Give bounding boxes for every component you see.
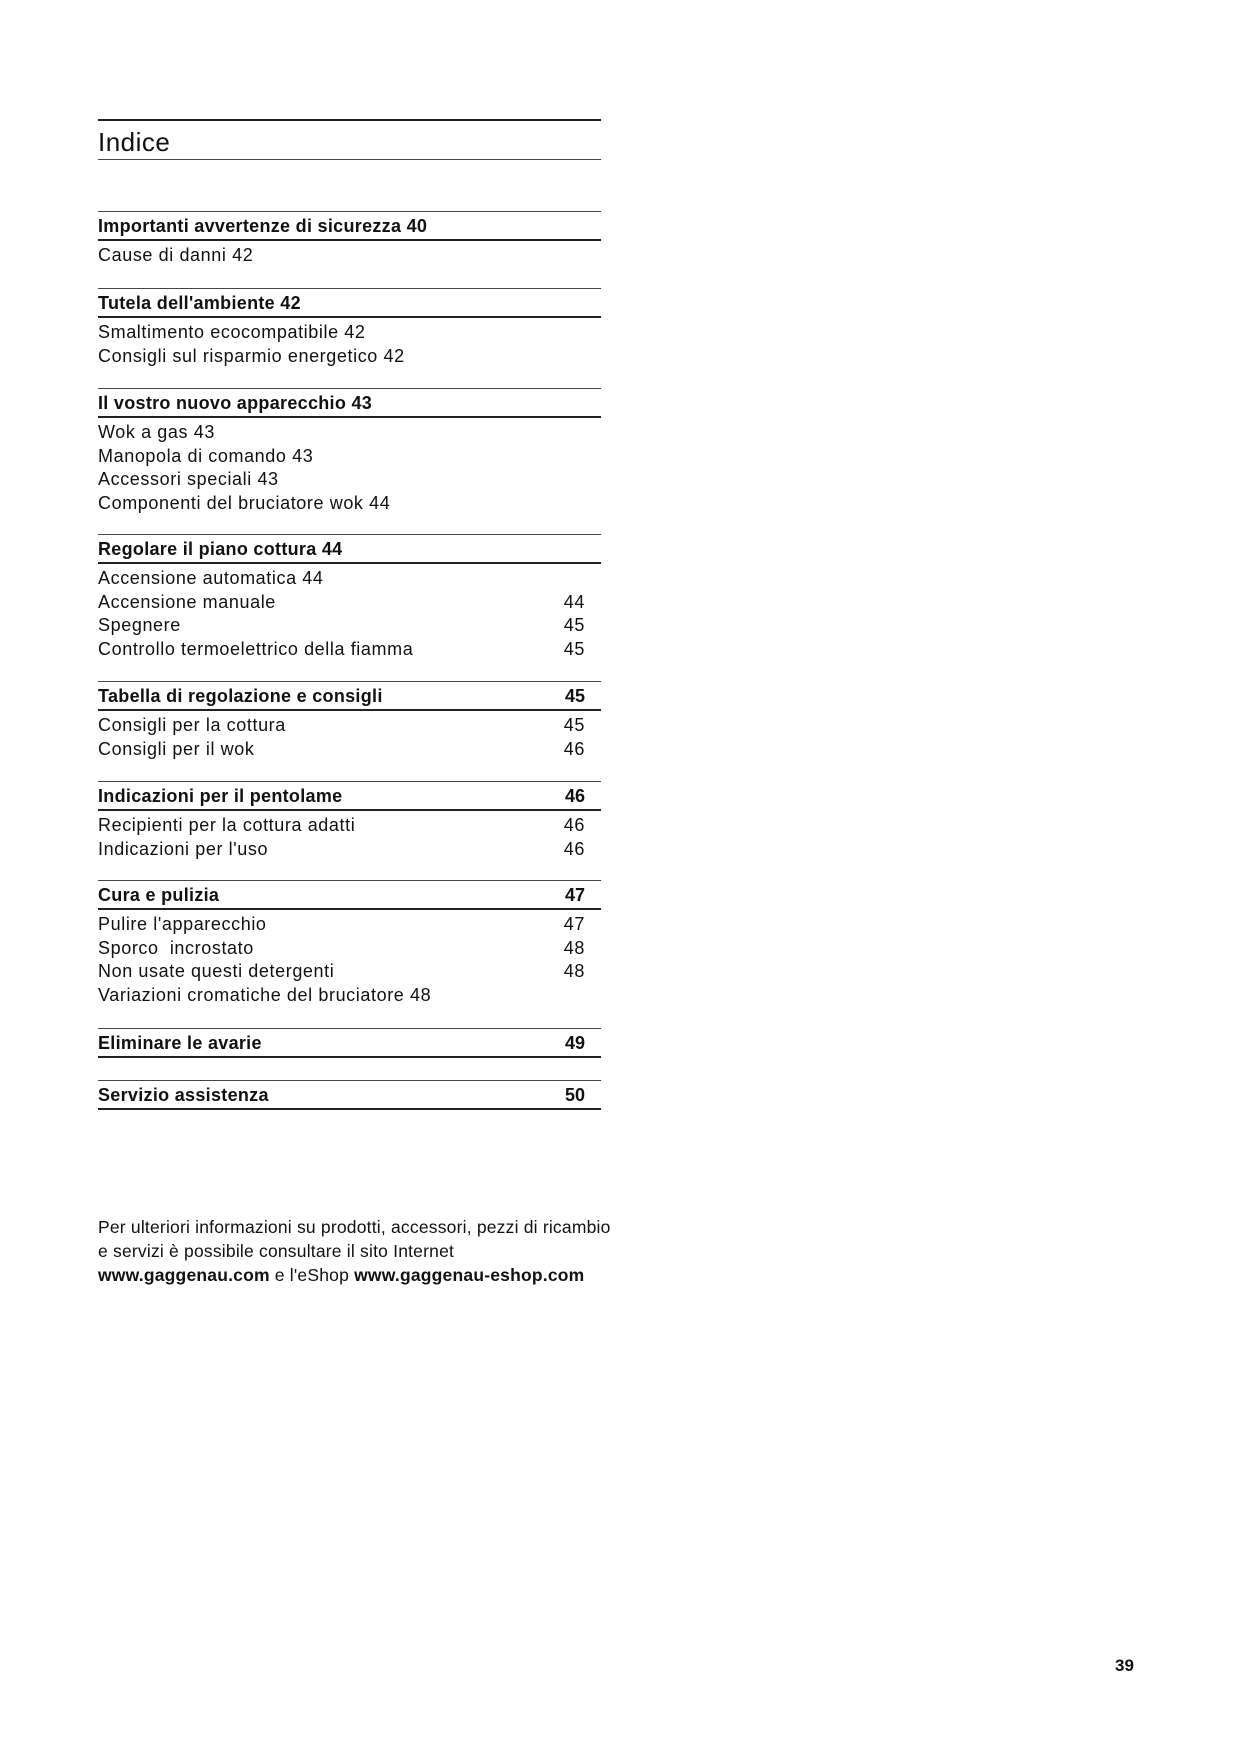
toc-item-list — [98, 913, 601, 1007]
toc-item-page: 46 — [563, 815, 585, 835]
toc-item-label: Componenti del bruciatore wok 44 — [98, 492, 391, 513]
toc-item-list — [98, 714, 601, 761]
toc-heading-page: 47 — [564, 885, 585, 905]
toc-heading-page: 49 — [564, 1033, 585, 1053]
toc-item-page: 46 — [563, 738, 585, 759]
toc-item-label: Variazioni cromatiche del bruciatore 48 — [98, 984, 432, 1005]
toc-item-label: Consigli per la cottura — [98, 715, 286, 735]
toc-item-label: Manopola di comando 43 — [98, 445, 314, 466]
page-title: Indice — [98, 127, 171, 157]
toc-heading-page: 50 — [564, 1085, 585, 1105]
toc-item[interactable] — [98, 244, 601, 268]
toc-item[interactable] — [98, 321, 601, 345]
toc-item[interactable] — [98, 714, 601, 738]
toc-section-heading[interactable] — [98, 388, 601, 418]
title-block — [98, 119, 601, 160]
toc-item-page: 48 — [563, 937, 585, 958]
eshop-link[interactable]: www.gaggenau-eshop.com — [354, 1265, 585, 1285]
toc-section — [98, 211, 601, 268]
footer-text-2: e l'eShop — [269, 1265, 355, 1285]
toc-item[interactable] — [98, 838, 601, 862]
toc-item[interactable] — [98, 591, 601, 615]
toc-heading-label: Regolare il piano cottura 44 — [98, 539, 343, 559]
toc-item-label: Controllo termoelettrico della fiamma — [98, 638, 414, 659]
footer-text-1: Per ulteriori informazioni su prodotti, accessori, pezzi di ricambio e servizi è possibile consultare il sito Internet — [98, 1217, 611, 1261]
page-number: 39 — [1115, 1656, 1134, 1675]
toc-item[interactable] — [98, 567, 601, 591]
toc-item-label: Pulire l'apparecchio — [98, 914, 267, 934]
toc-heading-page: 46 — [564, 786, 585, 806]
toc-item-page: 44 — [563, 591, 585, 612]
toc-item-label: Cause di danni 42 — [98, 245, 254, 265]
toc-item[interactable] — [98, 468, 601, 492]
toc-section — [98, 534, 601, 661]
toc-section — [98, 1028, 601, 1058]
toc-item-list — [98, 814, 601, 861]
toc-item-label: Smaltimento ecocompatibile 42 — [98, 322, 366, 342]
toc-heading-label: Tabella di regolazione e consigli — [98, 686, 383, 706]
toc-item-label: Indicazioni per l'uso — [98, 838, 269, 859]
toc-item-label: Spegnere — [98, 615, 181, 636]
toc-item-label: Non usate questi detergenti — [98, 961, 335, 982]
toc-section — [98, 781, 601, 861]
toc-item-page: 47 — [563, 914, 585, 934]
toc-item[interactable] — [98, 984, 601, 1008]
toc-item[interactable] — [98, 614, 601, 638]
toc-item[interactable] — [98, 345, 601, 369]
toc-item-list — [98, 244, 601, 268]
toc-heading-page: 45 — [564, 686, 585, 706]
toc-item[interactable] — [98, 960, 601, 984]
toc-item-label: Accensione automatica 44 — [98, 568, 324, 588]
toc-heading-label: Eliminare le avarie — [98, 1033, 262, 1053]
toc-heading-label: Tutela dell'ambiente 42 — [98, 293, 301, 313]
toc-item-label: Accessori speciali 43 — [98, 469, 279, 490]
toc-item[interactable] — [98, 638, 601, 662]
toc-section-heading[interactable] — [98, 880, 601, 910]
toc-item-page: 48 — [563, 961, 585, 982]
toc-section — [98, 1080, 601, 1110]
toc-item-list — [98, 421, 601, 515]
toc-heading-label: Indicazioni per il pentolame — [98, 786, 343, 806]
toc-heading-label: Servizio assistenza — [98, 1085, 269, 1105]
toc-section — [98, 288, 601, 368]
toc-item-label: Wok a gas 43 — [98, 422, 215, 442]
toc-section-heading[interactable] — [98, 1080, 601, 1110]
footer-note — [98, 1215, 618, 1287]
toc-section-heading[interactable] — [98, 1028, 601, 1058]
toc-item[interactable] — [98, 937, 601, 961]
website-link[interactable]: www.gaggenau.com — [98, 1265, 270, 1285]
toc-item-label: Sporco incrostato — [98, 937, 254, 958]
toc-item-label: Consigli per il wok — [98, 738, 255, 759]
toc-item-label: Consigli sul risparmio energetico 42 — [98, 345, 405, 366]
toc-section — [98, 681, 601, 761]
toc-section-heading[interactable] — [98, 288, 601, 318]
toc-item-page: 46 — [563, 838, 585, 859]
toc-heading-label: Il vostro nuovo apparecchio 43 — [98, 393, 373, 413]
toc-section-heading[interactable] — [98, 781, 601, 811]
toc-heading-label: Cura e pulizia — [98, 885, 220, 905]
toc-item[interactable] — [98, 814, 601, 838]
toc-heading-label: Importanti avvertenze di sicurezza 40 — [98, 216, 428, 236]
toc-item-page: 45 — [563, 638, 585, 659]
toc-item-page: 45 — [563, 615, 585, 636]
toc-item[interactable] — [98, 445, 601, 469]
toc-item-label: Accensione manuale — [98, 591, 276, 612]
toc-item[interactable] — [98, 492, 601, 516]
toc-item-list — [98, 567, 601, 661]
toc-section — [98, 388, 601, 515]
toc-section-heading[interactable] — [98, 681, 601, 711]
toc-item[interactable] — [98, 421, 601, 445]
toc-item-page: 45 — [563, 715, 585, 735]
toc-section-heading[interactable] — [98, 211, 601, 241]
toc-section — [98, 880, 601, 1007]
toc-item-label: Recipienti per la cottura adatti — [98, 815, 356, 835]
toc-item-list — [98, 321, 601, 368]
toc-section-heading[interactable] — [98, 534, 601, 564]
toc-item[interactable] — [98, 738, 601, 762]
toc-item[interactable] — [98, 913, 601, 937]
